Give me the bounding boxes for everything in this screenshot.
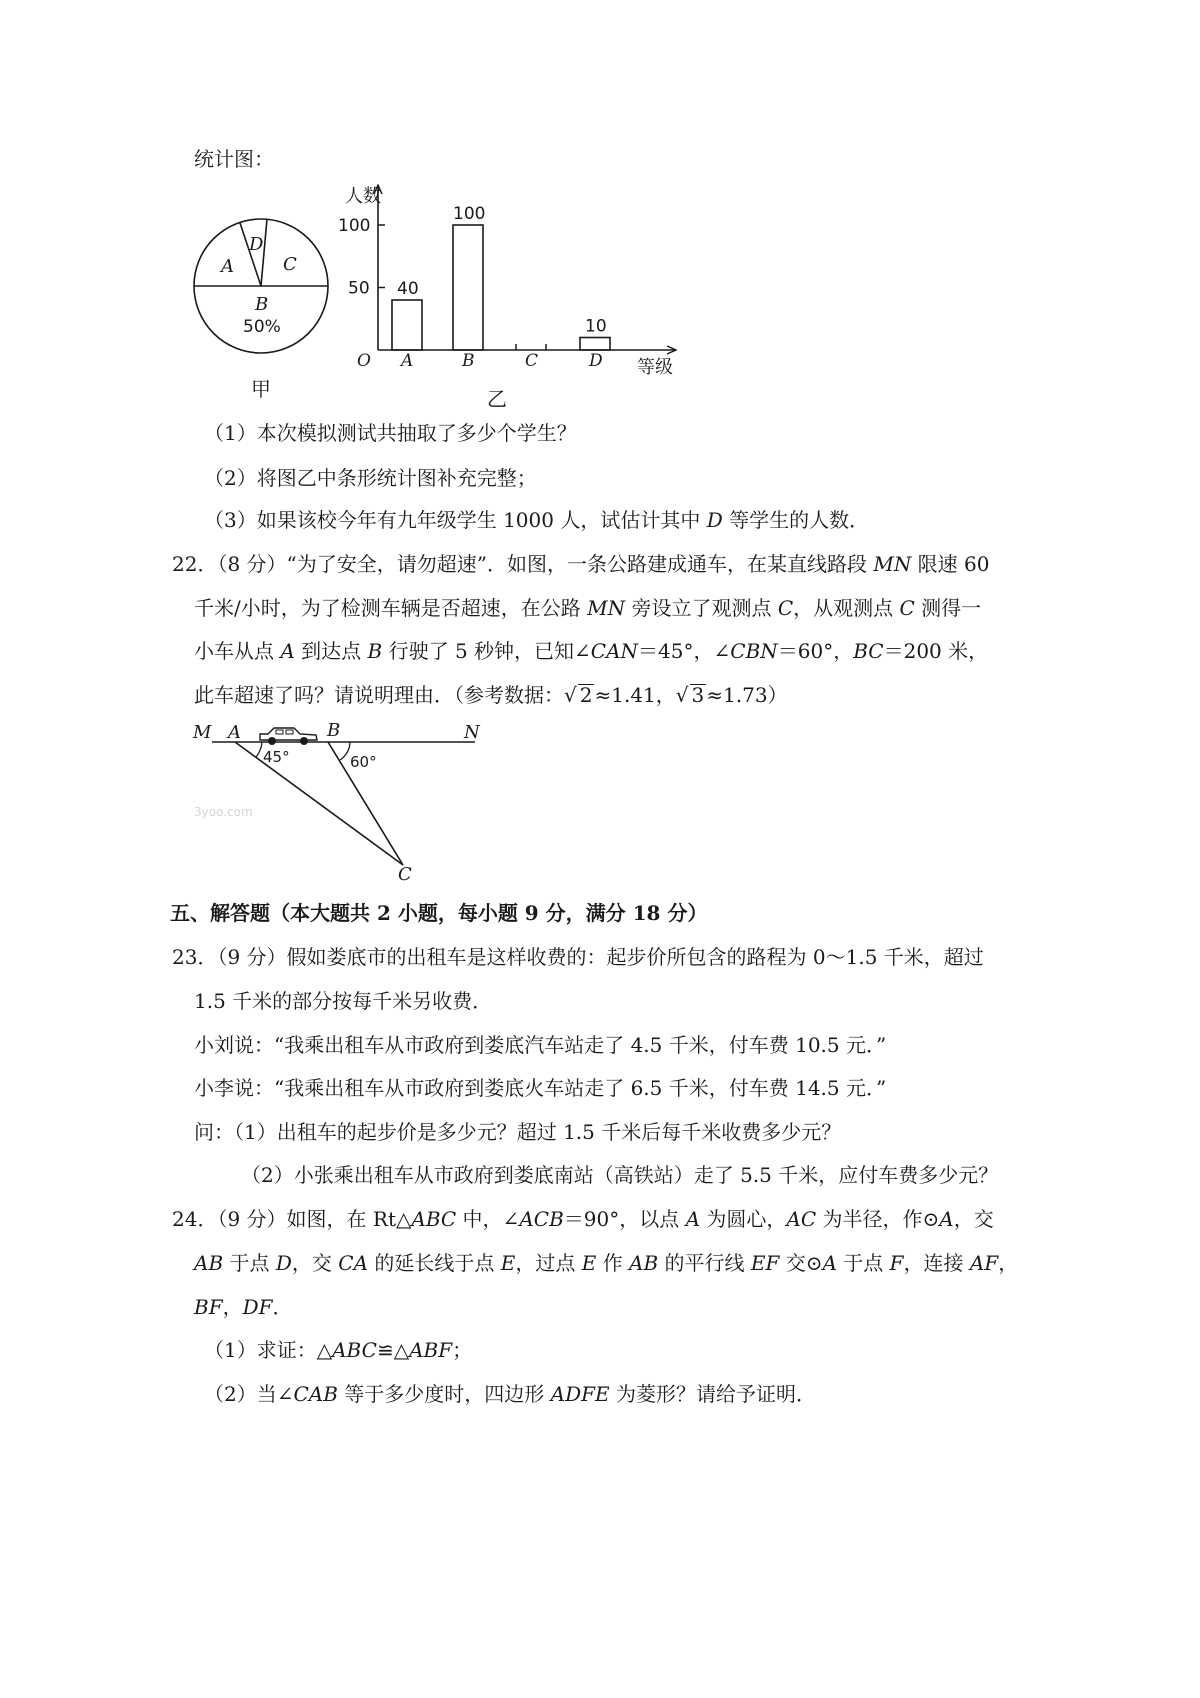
pie-label-d: D <box>249 234 264 255</box>
bar-B <box>453 225 483 350</box>
bar-label-A: 40 <box>397 279 419 299</box>
angle-b-label: 60° <box>350 753 377 771</box>
q21-intro: 统计图： <box>194 147 274 171</box>
pie-label-b: B <box>255 294 269 315</box>
q22-line1: 22．（8 分）“为了安全，请勿超速”．如图，一条公路建成通车，在某直线路段 MN 限速 60 <box>172 552 990 576</box>
bar-chart <box>338 180 690 415</box>
y-tick-label-50: 50 <box>348 278 370 299</box>
q23-line3: 小刘说：“我乘出租车从市政府到娄底汽车站走了 4.5 千米，付车费 10.5 元．” <box>194 1033 887 1057</box>
label-a: A <box>228 722 241 743</box>
q22-line2: 千米/小时，为了检测车辆是否超速，在公路 MN 旁设立了观测点 C，从观测点 C 测得一 <box>194 596 982 620</box>
pie-caption: 甲 <box>251 377 271 401</box>
q22-line4: 此车超速了吗？请说明理由．（参考数据：√ 2 ≈1.41，√ 3 ≈1.73） <box>194 683 788 707</box>
pie-label-a: A <box>221 256 234 277</box>
angle-arc-a <box>256 742 262 757</box>
watermark: 3yoo.com <box>194 805 253 819</box>
q22-line3: 小车从点 A 到达点 B 行驶了 5 秒钟，已知∠CAN＝45°，∠CBN＝60°，BC＝200 米， <box>194 639 989 663</box>
q23-line1: 23．（9 分）假如娄底市的出租车是这样收费的：起步价所包含的路程为 0～1.5 千米，超过 <box>172 945 984 969</box>
bar-A <box>392 300 422 350</box>
y-tick-label-100: 100 <box>338 216 371 236</box>
q21-sub2: （2）将图乙中条形统计图补充完整； <box>204 466 537 490</box>
x-tick-label-C: C <box>525 351 539 371</box>
sqrt-3: 3 <box>691 683 705 707</box>
angle-arc-b <box>340 742 350 760</box>
sqrt-2: 2 <box>579 683 593 707</box>
q23-line2: 1.5 千米的部分按每千米另收费． <box>194 989 493 1013</box>
label-c: C <box>398 864 412 885</box>
bar-caption: 乙 <box>487 387 507 411</box>
origin-label: O <box>357 351 371 371</box>
road-figure <box>190 720 490 885</box>
q21-sub1: （1）本次模拟测试共抽取了多少个学生？ <box>204 421 577 445</box>
pie-b-percent: 50% <box>243 317 281 337</box>
pie-chart <box>185 210 345 410</box>
angle-a-label: 45° <box>263 748 290 766</box>
q21-sub3: （3）如果该校今年有九年级学生 1000 人，试估计其中 D 等学生的人数． <box>204 508 870 532</box>
bar-label-B: 100 <box>453 204 486 224</box>
q24-line4: （1）求证：△ABC≌△ABF； <box>204 1338 473 1362</box>
label-m: M <box>193 722 212 743</box>
q24-line5: （2）当∠CAB 等于多少度时，四边形 ADFE 为菱形？请给予证明． <box>204 1382 816 1406</box>
x-axis-label: 等级 <box>637 357 673 378</box>
q23-line4: 小李说：“我乘出租车从市政府到娄底火车站走了 6.5 千米，付车费 14.5 元．” <box>194 1076 887 1100</box>
line-ac <box>235 742 403 865</box>
q23-line5: 问：（1）出租车的起步价是多少元？超过 1.5 千米后每千米收费多少元？ <box>194 1120 842 1144</box>
label-b: B <box>327 720 341 741</box>
pie-label-c: C <box>283 254 297 275</box>
section-5-title: 五、解答题（本大题共 2 小题，每小题 9 分，满分 18 分） <box>170 901 708 925</box>
q24-line2: AB 于点 D，交 CA 的延长线于点 E，过点 E 作 AB 的平行线 EF 交⊙A 于点 F，连接 AF， <box>194 1251 1019 1275</box>
bar-D <box>580 338 610 351</box>
q24-line3: BF，DF． <box>194 1295 293 1319</box>
q24-line1: 24．（9 分）如图，在 Rt△ABC 中，∠ACB＝90°，以点 A 为圆心，AC 为半径，作⊙A，交 <box>172 1207 994 1231</box>
x-tick-label-B: B <box>462 351 475 371</box>
label-n: N <box>464 722 480 743</box>
x-tick-label-D: D <box>589 351 603 371</box>
bar-label-D: 10 <box>585 316 607 337</box>
y-axis-label: 人数 <box>345 186 381 207</box>
q23-line6: （2）小张乘出租车从市政府到娄底南站（高铁站）走了 5.5 千米，应付车费多少元？ <box>241 1163 999 1187</box>
x-tick-label-A: A <box>401 351 414 371</box>
